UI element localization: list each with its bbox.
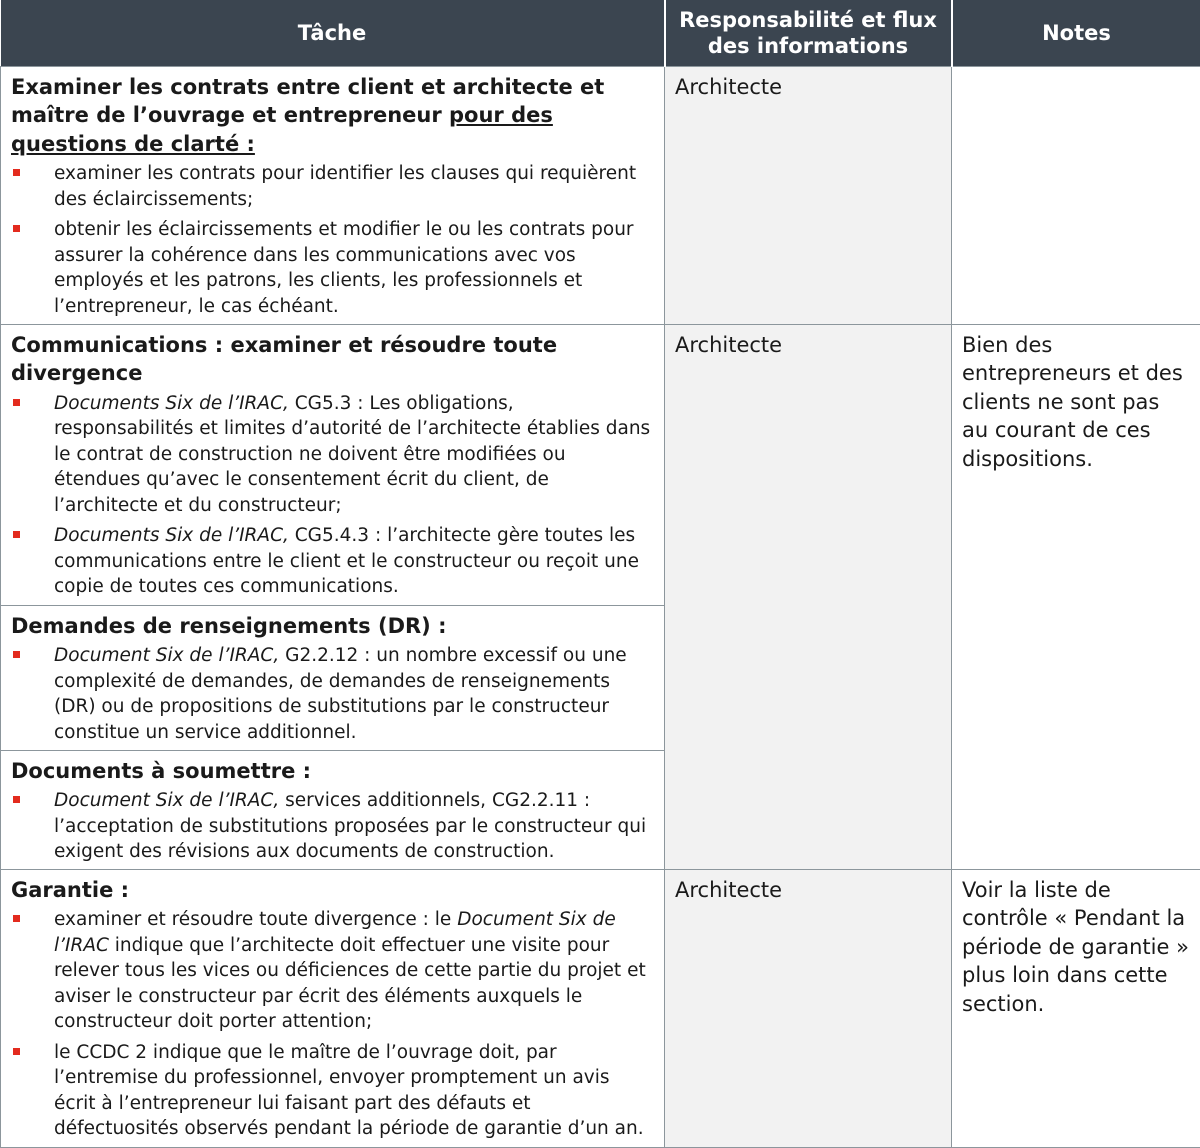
responsibility-cell: Architecte xyxy=(665,869,952,1147)
task-heading: Documents à soumettre : xyxy=(11,757,654,786)
list-item xyxy=(11,391,654,519)
notes-cell xyxy=(952,66,1200,324)
bullet-square-icon xyxy=(13,915,20,922)
list-item-text: services additionnels, CG2.2.11 : l’acceptation de substitutions proposées par le constructeur qui exigent des révisions aux documents de construction. xyxy=(54,790,646,862)
responsibility-cell: Architecte xyxy=(665,66,952,324)
task-cell xyxy=(1,66,665,324)
document-reference: Documents Six de l’IRAC, xyxy=(54,393,289,414)
list-item xyxy=(11,907,654,1035)
list-item-text: indique que l’architecte doit effectuer une visite pour relever tous les vices ou déficiences de cette partie du projet et aviser le constructeur par écrit des éléments auxquels le constructeur doit porter attention; xyxy=(54,935,646,1033)
responsibility-cell: Architecte xyxy=(665,324,952,869)
table-row xyxy=(1,324,1200,605)
list-item xyxy=(11,523,654,600)
document-reference: Document Six de l’IRAC xyxy=(54,909,616,956)
list-item xyxy=(11,788,654,865)
document-reference: Documents Six de l’IRAC, xyxy=(54,525,289,546)
list-item xyxy=(11,161,654,212)
list-item-text: G2.2.12 : un nombre excessif ou une complexité de demandes, de demandes de renseignements (DR) ou de propositions de substitutions par le constructeur constitue un service additionnel. xyxy=(54,645,627,743)
header-responsibility xyxy=(665,0,952,66)
task-heading xyxy=(11,73,654,159)
list-item-text: CG5.4.3 : l’architecte gère toutes les communications entre le client et le constructeur ou reçoit une copie de toutes ces communications. xyxy=(54,525,639,597)
list-item xyxy=(11,643,654,745)
header-responsibility-line1: Responsabilité et flux xyxy=(679,8,937,32)
notes-cell: Voir la liste de contrôle « Pendant la période de garantie » plus loin dans cette section. xyxy=(952,869,1200,1147)
task-bullet-list xyxy=(11,643,654,745)
list-item-text: CG5.3 : Les obligations, responsabilités et limites d’autorité de l’architecte établies dans le contrat de construction ne doivent être modifiées ou étendues qu’avec le consentement écrit du client, de l’architecte et du constructeur; xyxy=(54,393,650,516)
table-row xyxy=(1,869,1200,1147)
task-heading: Garantie : xyxy=(11,876,654,905)
task-cell xyxy=(1,605,665,750)
header-responsibility-line2: des informations xyxy=(708,34,908,58)
task-bullet-list xyxy=(11,391,654,600)
notes-cell: Bien des entrepreneurs et des clients ne sont pas au courant de ces dispositions. xyxy=(952,324,1200,869)
bullet-square-icon xyxy=(13,399,20,406)
header-task: Tâche xyxy=(1,0,665,66)
table-row xyxy=(1,66,1200,324)
list-item xyxy=(11,217,654,319)
task-bullet-list xyxy=(11,161,654,319)
list-item-text: examiner et résoudre toute divergence : le xyxy=(54,909,457,930)
list-item xyxy=(11,1040,654,1142)
bullet-square-icon xyxy=(13,169,20,176)
bullet-square-icon xyxy=(13,796,20,803)
task-cell xyxy=(1,324,665,605)
task-cell xyxy=(1,750,665,869)
task-heading-underlined: pour des questions de clarté : xyxy=(11,103,553,156)
task-heading: Demandes de renseignements (DR) : xyxy=(11,612,654,641)
bullet-square-icon xyxy=(13,225,20,232)
task-heading: Communications : examiner et résoudre toute divergence xyxy=(11,331,654,388)
list-item-text: examiner les contrats pour identifier les clauses qui requièrent des éclaircissements; xyxy=(54,163,636,210)
document-reference: Document Six de l’IRAC, xyxy=(54,645,279,666)
bullet-square-icon xyxy=(13,1048,20,1055)
bullet-square-icon xyxy=(13,651,20,658)
header-notes: Notes xyxy=(952,0,1200,66)
list-item-text: obtenir les éclaircissements et modifier le ou les contrats pour assurer la cohérence dans les communications avec vos employés et les patrons, les clients, les professionnels et l’entrepreneur, le cas échéant. xyxy=(54,219,634,317)
task-heading-text: Examiner les contrats entre client et architecte et maître de l’ouvrage et entrepreneur xyxy=(11,75,604,128)
list-item-text: le CCDC 2 indique que le maître de l’ouvrage doit, par l’entremise du professionnel, envoyer promptement un avis écrit à l’entrepreneur lui faisant part des défauts et défectuosités observés pendant la période de garantie d’un an. xyxy=(54,1042,644,1140)
document-reference: Document Six de l’IRAC, xyxy=(54,790,279,811)
task-bullet-list xyxy=(11,788,654,865)
task-cell xyxy=(1,869,665,1147)
task-bullet-list xyxy=(11,907,654,1142)
table-header-row xyxy=(1,0,1200,66)
bullet-square-icon xyxy=(13,531,20,538)
